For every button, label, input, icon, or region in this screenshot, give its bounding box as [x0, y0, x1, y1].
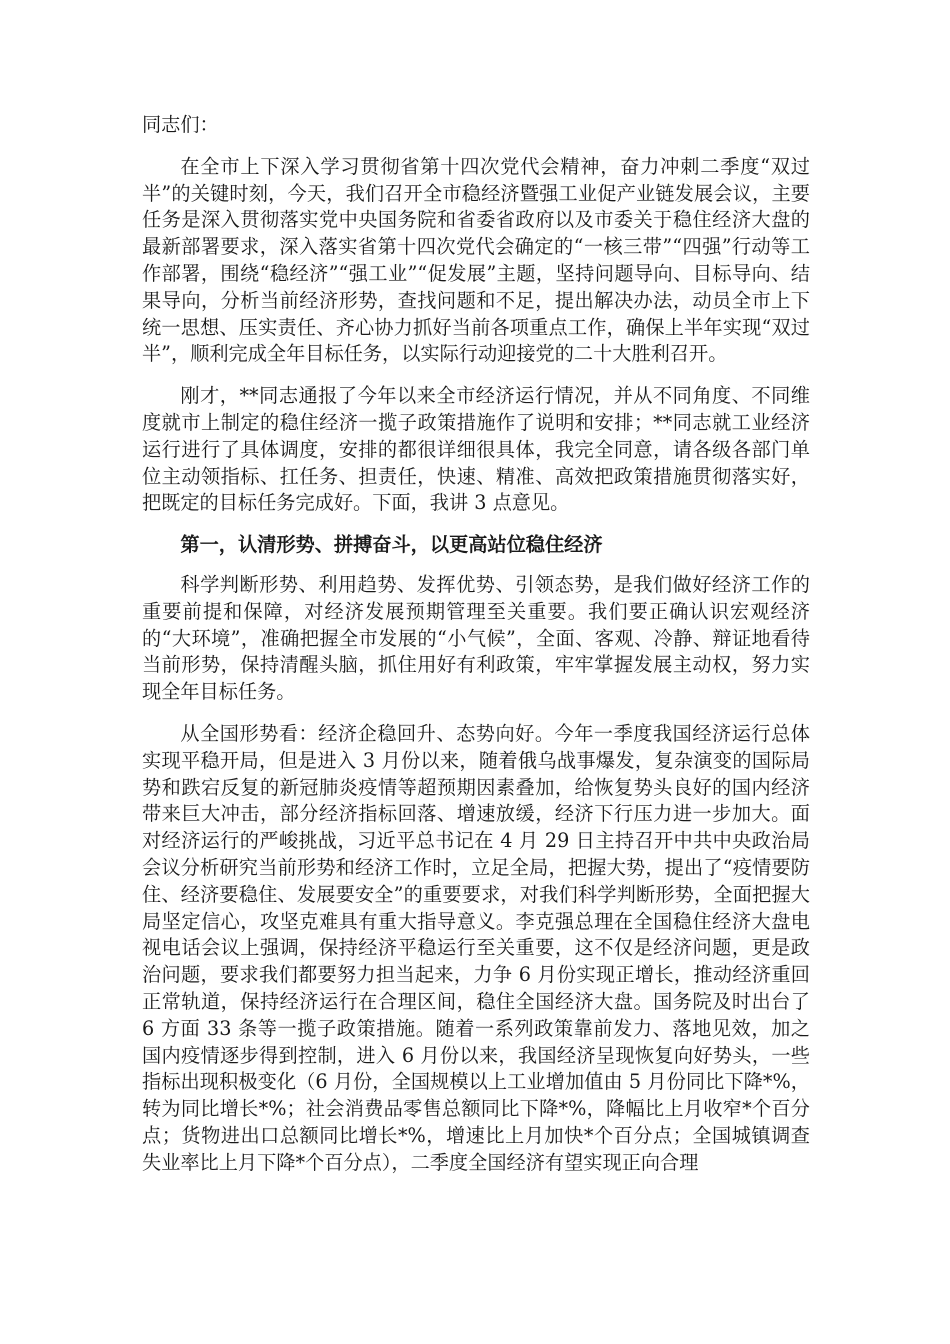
summary-paragraph: 刚才，**同志通报了今年以来全市经济运行情况，并从不同角度、不同维度就市上制定的稳住经济一揽子政策措施作了说明和安排；**同志就工业经济运行进行了具体调度，安排的都很详细很具体，我完全同意，请各级各部门单位主动领指标、扛任务、担责任，快速、精准、高效把政策措施贯彻落实好，把既定的目标任务完成好。下面，我讲 3 点意见。 [142, 384, 810, 515]
section-heading: 第一，认清形势、拼搏奋斗，以更高站位稳住经济 [180, 533, 603, 557]
salutation: 同志们： [142, 113, 219, 136]
intro-paragraph: 在全市上下深入学习贯彻省第十四次党代会精神，奋力冲刺二季度“双过半”的关键时刻，今天，我们召开全市稳经济暨强工业促产业链发展会议，主要任务是深入贯彻落实党中央国务院和省委省政府以及市委关于稳住经济大盘的最新部署要求，深入落实省第十四次党代会确定的“一核三带”“四强”行动等工作部署，围绕“稳经济”“强工业”“促发展”主题，坚持问题导向、目标导向、结果导向，分析当前经济形势，查找问题和不足，提出解决办法，动员全市上下统一思想、压实责任、齐心协力抓好当前各项重点工作，确保上半年实现“双过半”，顺利完成全年目标任务，以实际行动迎接党的二十大胜利召开。 [142, 154, 810, 366]
section-paragraph: 科学判断形势、利用趋势、发挥优势、引领态势，是我们做好经济工作的重要前提和保障，对经济发展预期管理至关重要。我们要正确认识宏观经济的“大环境”，准确把握全市发展的“小气候”，全面、客观、冷静、辩证地看待当前形势，保持清醒头脑，抓住用好有利政策，牢牢掌握发展主动权，努力实现全年目标任务。 [142, 572, 810, 704]
section-paragraph: 从全国形势看：经济企稳回升、态势向好。今年一季度我国经济运行总体实现平稳开局，但是进入 3 月份以来，随着俄乌战事爆发，复杂演变的国际局势和跌宕反复的新冠肺炎疫情等超预期因素叠加，给恢复势头良好的国内经济带来巨大冲击，部分经济指标回落、增速放缓，经济下行压力进一步加大。面对经济运行的严峻挑战，习近平总书记在 4 月 29 日主持召开中共中央政治局会议分析研究当前形势和经济工作时，立足全局，把握大势，提出了“疫情要防住、经济要稳住、发展要安全”的重要要求，对我们科学判断形势，全面把握大局坚定信心，攻坚克难具有重大指导意义。李克强总理在全国稳住经济大盘电视电话会议上强调，保持经济平稳运行至关重要，这不仅是经济问题，更是政治问题，要求我们都要努力担当起来，力争 6 月份实现正增长，推动经济重回正常轨道，保持经济运行在合理区间，稳住全国经济大盘。国务院及时出台了 6 方面 33 条等一揽子政策措施。随着一系列政策靠前发力、落地见效，加之国内疫情逐步得到控制，进入 6 月份以来，我国经济呈现恢复向好势头，一些指标出现积极变化（6 月份，全国规模以上工业增加值由 5 月份同比下降*%，转为同比增长*%；社会消费品零售总额同比下降*%，降幅比上月收窄*个百分点；货物进出口总额同比增长*%，增速比上月加快*个百分点；全国城镇调查失业率比上月下降*个百分点），二季度全国经济有望实现正向合理 [142, 721, 810, 1174]
document-body [142, 112, 810, 1176]
